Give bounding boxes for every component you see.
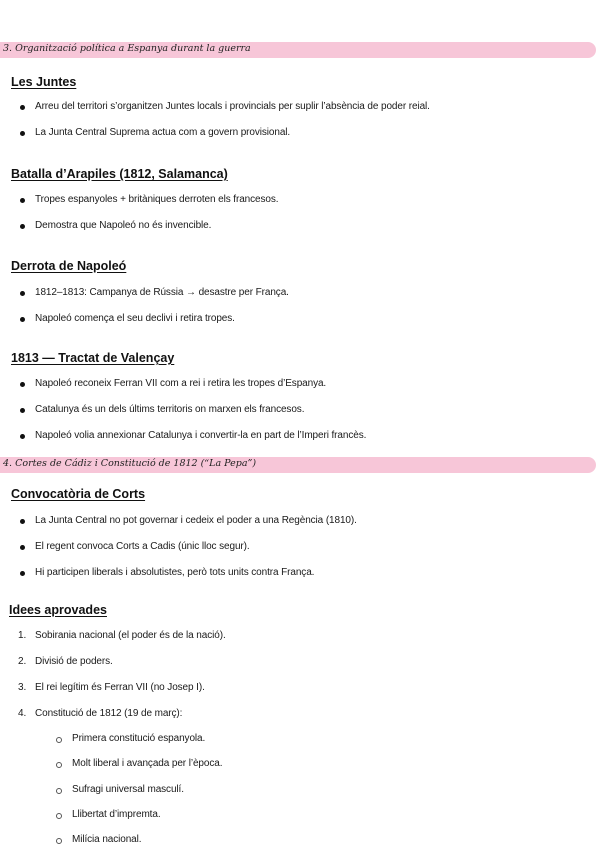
heading-batalla-arapiles: Batalla d’Arapiles (1812, Salamanca) bbox=[11, 167, 228, 181]
section-4-title: 4. Cortes de Cádiz i Constitució de 1812 (“La Pepa”) bbox=[3, 458, 257, 469]
bullet-icon bbox=[20, 519, 25, 524]
list-number: 3. bbox=[18, 682, 27, 693]
list-item: El rei legítim és Ferran VII (no Josep I). bbox=[35, 682, 205, 693]
circle-bullet-icon bbox=[56, 813, 62, 819]
bullet-icon bbox=[20, 198, 25, 203]
bullet-icon bbox=[20, 131, 25, 136]
heading-tractat-valencay: 1813 — Tractat de Valençay bbox=[11, 351, 175, 365]
section-4-banner bbox=[0, 457, 596, 473]
list-item: Napoleó comença el seu declivi i retira tropes. bbox=[35, 313, 235, 324]
list-item: Divisió de poders. bbox=[35, 656, 113, 667]
bullet-icon bbox=[20, 408, 25, 413]
bullet-icon bbox=[20, 545, 25, 550]
list-item: 1812–1813: Campanya de Rússia → desastre per França. bbox=[35, 287, 289, 298]
list-item: Hi participen liberals i absolutistes, però tots units contra França. bbox=[35, 567, 315, 578]
bullet-icon bbox=[20, 434, 25, 439]
list-item: Sobirania nacional (el poder és de la nació). bbox=[35, 630, 226, 641]
sub-list-item: Llibertat d’impremta. bbox=[72, 809, 161, 820]
sub-list-item: Primera constitució espanyola. bbox=[72, 733, 206, 744]
bullet-icon bbox=[20, 382, 25, 387]
sub-list-item: Milícia nacional. bbox=[72, 834, 142, 845]
heading-derrota-napoleo: Derrota de Napoleó bbox=[11, 259, 127, 273]
sub-list-item: Molt liberal i avançada per l’època. bbox=[72, 758, 223, 769]
section-3-banner bbox=[0, 42, 596, 58]
circle-bullet-icon bbox=[56, 762, 62, 768]
heading-les-juntes: Les Juntes bbox=[11, 75, 77, 89]
list-item: La Junta Central Suprema actua com a govern provisional. bbox=[35, 127, 291, 138]
list-number: 4. bbox=[18, 708, 27, 719]
list-item: Napoleó volia annexionar Catalunya i convertir-la en part de l’Imperi francès. bbox=[35, 430, 367, 441]
bullet-icon bbox=[20, 571, 25, 576]
bullet-icon bbox=[20, 105, 25, 110]
circle-bullet-icon bbox=[56, 838, 62, 844]
sub-list-item: Sufragi universal masculí. bbox=[72, 784, 184, 795]
list-item: Catalunya és un dels últims territoris on marxen els francesos. bbox=[35, 404, 305, 415]
list-item: Demostra que Napoleó no és invencible. bbox=[35, 220, 212, 231]
bullet-icon bbox=[20, 317, 25, 322]
list-item: Constitució de 1812 (19 de març): bbox=[35, 708, 183, 719]
circle-bullet-icon bbox=[56, 788, 62, 794]
section-3-title: 3. Organització política a Espanya durant la guerra bbox=[3, 43, 251, 54]
list-item: Arreu del territori s’organitzen Juntes locals i provincials per suplir l’absència de poder reial. bbox=[35, 101, 430, 112]
list-item: Tropes espanyoles + britàniques derroten els francesos. bbox=[35, 194, 279, 205]
list-number: 1. bbox=[18, 630, 27, 641]
circle-bullet-icon bbox=[56, 737, 62, 743]
heading-idees-aprovades: Idees aprovades bbox=[9, 603, 107, 617]
list-item: Napoleó reconeix Ferran VII com a rei i retira les tropes d’Espanya. bbox=[35, 378, 327, 389]
bullet-icon bbox=[20, 224, 25, 229]
heading-convocatoria-corts: Convocatòria de Corts bbox=[11, 487, 146, 501]
bullet-icon bbox=[20, 291, 25, 296]
list-number: 2. bbox=[18, 656, 27, 667]
list-item: La Junta Central no pot governar i cedeix el poder a una Regència (1810). bbox=[35, 515, 357, 526]
list-item: El regent convoca Corts a Cadis (únic lloc segur). bbox=[35, 541, 250, 552]
